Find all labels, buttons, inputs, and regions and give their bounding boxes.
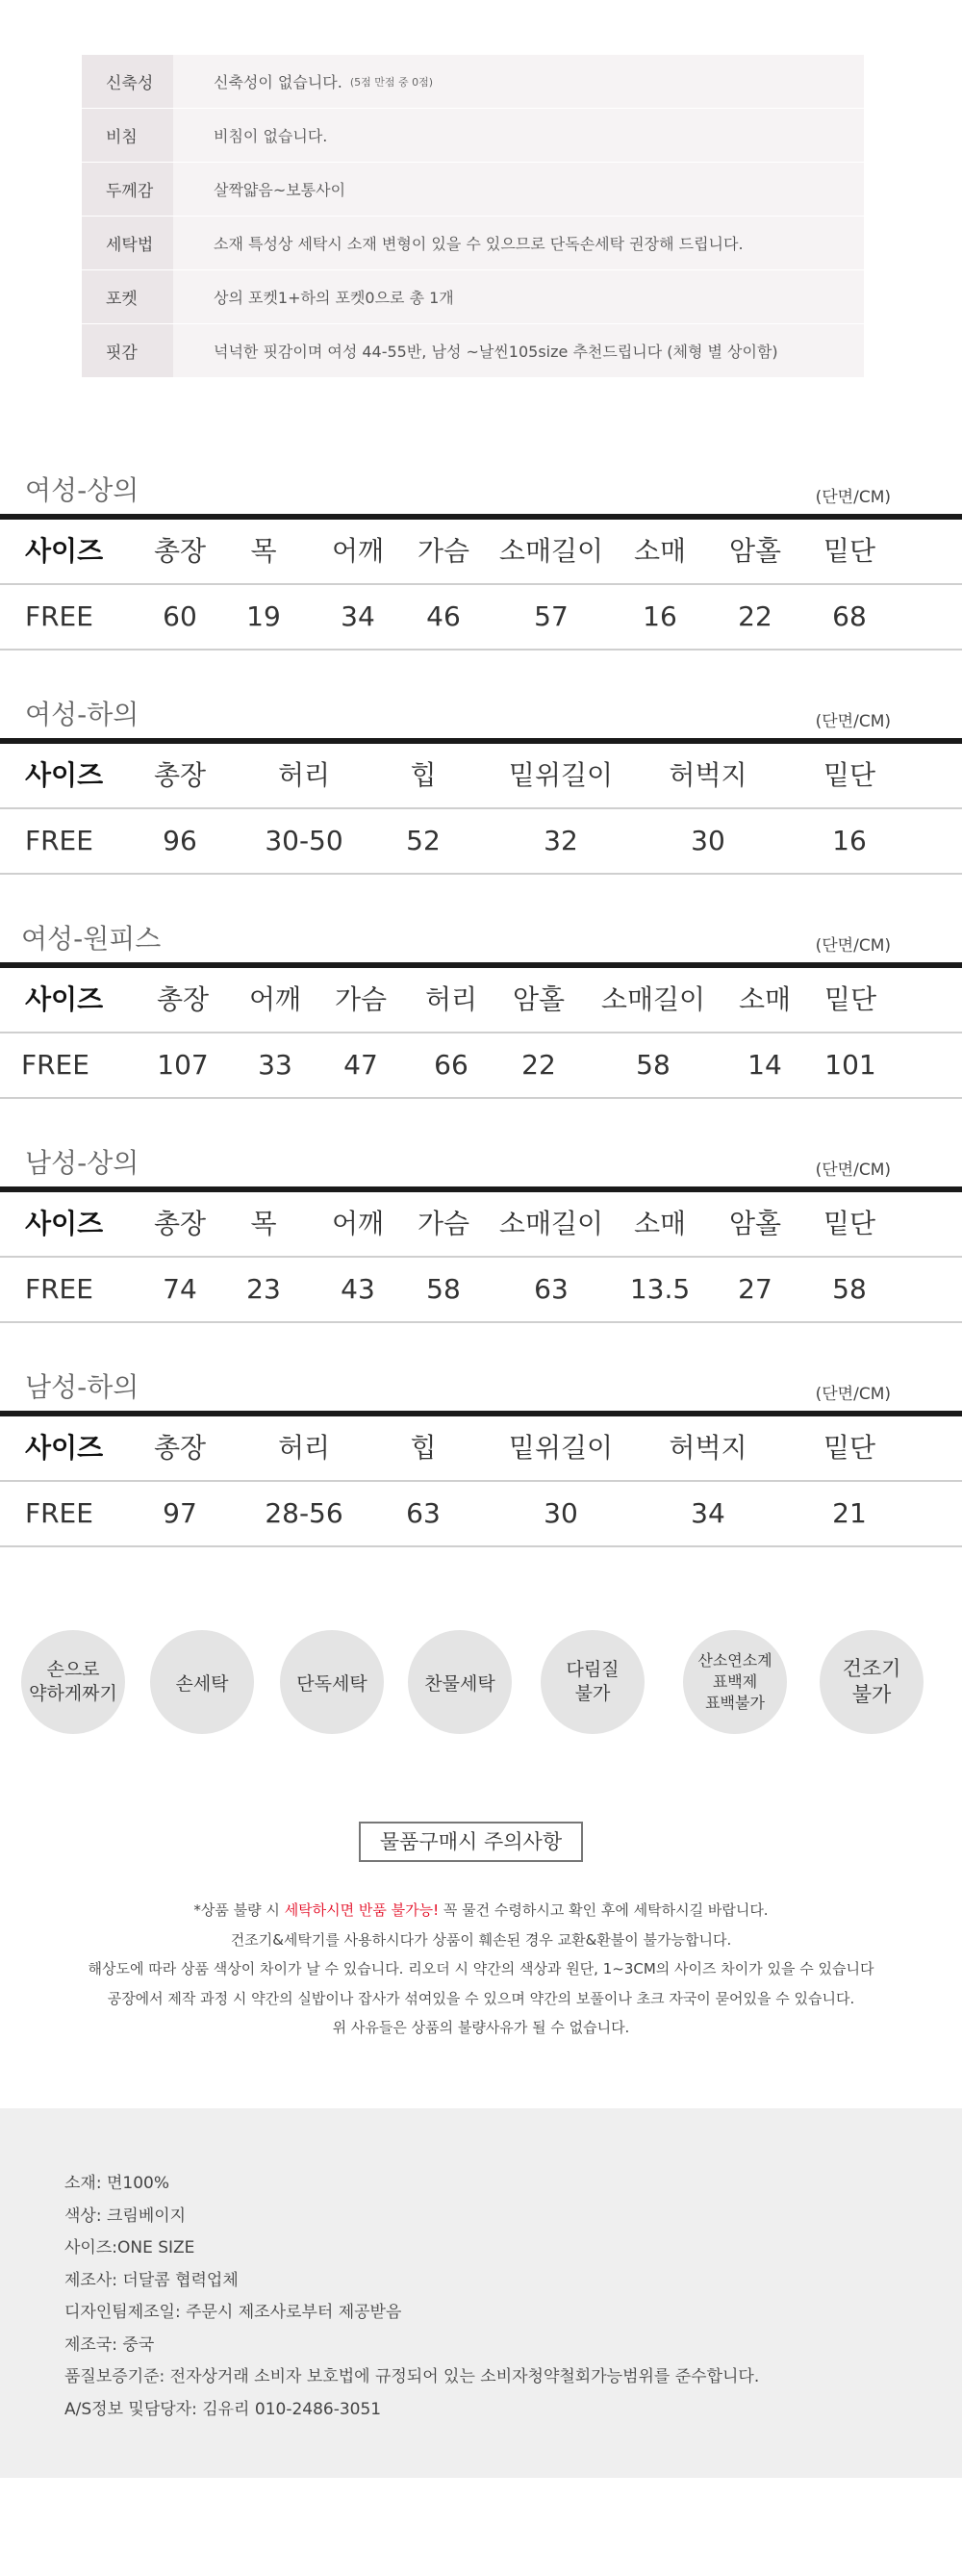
notice-line xyxy=(0,1900,962,1920)
header-cell: 사이즈 xyxy=(25,759,104,791)
cold-wash-icon xyxy=(408,1630,512,1734)
size-table-men-top xyxy=(0,1142,962,1335)
product-properties-table xyxy=(82,55,864,378)
header-cell: 소매길이 xyxy=(600,983,706,1015)
unit-label: (단면/CM) xyxy=(815,488,891,507)
info-line: 제조국: 중국 xyxy=(64,2335,155,2355)
value-cell: 58 xyxy=(636,1049,671,1081)
row-divider xyxy=(0,1321,962,1323)
section-title: 남성-상의 xyxy=(25,1147,139,1179)
property-key: 두께감 xyxy=(82,163,173,216)
property-value: 비침이 없습니다. xyxy=(214,127,328,145)
info-line: 품질보증기준: 전자상거래 소비자 보호법에 규정되어 있는 소비자청약철회가능범위를 준수합니다. xyxy=(64,2367,760,2386)
value-cell: 21 xyxy=(832,1497,867,1529)
value-cell: 23 xyxy=(246,1273,281,1305)
value-cell: 101 xyxy=(824,1049,876,1081)
info-line: 소재: 면100% xyxy=(64,2174,169,2193)
value-cell: 28-56 xyxy=(265,1497,343,1529)
value-cell: 57 xyxy=(534,600,569,632)
property-row xyxy=(82,55,864,108)
value-cell: 30-50 xyxy=(265,825,343,856)
property-key: 포켓 xyxy=(82,270,173,323)
size-table-women-dress xyxy=(0,918,962,1110)
value-cell: 46 xyxy=(426,600,461,632)
header-cell: 암홀 xyxy=(512,983,566,1015)
value-cell: 96 xyxy=(163,825,197,856)
size-table-men-bottom xyxy=(0,1366,962,1559)
header-cell: 암홀 xyxy=(728,1208,782,1239)
row-divider xyxy=(0,649,962,650)
info-line: 디자인팀제조일: 주문시 제조사로부터 제공받음 xyxy=(64,2303,402,2322)
no-tumble-dry-icon xyxy=(820,1630,924,1734)
notice-title: 물품구매시 주의사항 xyxy=(359,1822,583,1862)
value-cell: 16 xyxy=(832,825,867,856)
care-label: 불가 xyxy=(574,1683,611,1704)
value-cell: 58 xyxy=(426,1273,461,1305)
header-row xyxy=(0,1192,962,1256)
header-cell: 허리 xyxy=(424,983,478,1015)
property-row xyxy=(82,324,864,377)
header-cell: 소매 xyxy=(738,983,792,1015)
care-label: 손으로 xyxy=(46,1659,100,1680)
header-cell: 밑단 xyxy=(823,759,876,791)
property-value: 상의 포켓1+하의 포켓0으로 총 1개 xyxy=(214,289,454,307)
unit-label: (단면/CM) xyxy=(815,712,891,731)
info-line: 색상: 크림베이지 xyxy=(64,2206,187,2226)
value-cell: 63 xyxy=(406,1497,441,1529)
hand-wring-gently-icon xyxy=(21,1630,125,1734)
care-label: 손세탁 xyxy=(175,1672,229,1695)
value-cell: FREE xyxy=(25,1497,93,1529)
header-cell: 허벅지 xyxy=(669,759,747,791)
unit-label: (단면/CM) xyxy=(815,1160,891,1180)
property-value xyxy=(173,55,864,108)
row-divider xyxy=(0,1097,962,1099)
row-divider xyxy=(0,1545,962,1547)
size-table-women-top xyxy=(0,470,962,662)
header-cell: 어깨 xyxy=(331,535,385,567)
header-cell: 허벅지 xyxy=(669,1432,747,1464)
value-row xyxy=(0,1033,962,1097)
header-cell: 사이즈 xyxy=(25,535,104,567)
header-cell: 밑단 xyxy=(823,535,876,567)
care-label: 불가 xyxy=(851,1683,892,1706)
header-cell: 총장 xyxy=(153,759,207,791)
value-cell: 47 xyxy=(343,1049,378,1081)
info-line: A/S정보 및담당자: 김유리 010-2486-3051 xyxy=(64,2400,382,2419)
header-cell: 힙 xyxy=(410,759,437,791)
value-cell: 16 xyxy=(643,600,677,632)
care-label: 건조기 xyxy=(842,1657,901,1680)
header-cell: 총장 xyxy=(153,535,207,567)
header-cell: 허리 xyxy=(277,759,331,791)
value-cell: 107 xyxy=(157,1049,209,1081)
property-key: 비침 xyxy=(82,109,173,162)
header-row xyxy=(0,520,962,583)
property-key: 핏감 xyxy=(82,324,173,377)
header-cell: 밑단 xyxy=(823,1432,876,1464)
section-title: 남성-하의 xyxy=(25,1371,139,1403)
care-label: 표백불가 xyxy=(705,1694,765,1712)
property-row xyxy=(82,270,864,323)
notice-warning: 세탁하시면 반품 불가능! xyxy=(284,1901,440,1919)
header-cell: 밑단 xyxy=(823,983,877,1015)
header-cell: 밑위길이 xyxy=(508,1432,614,1464)
notice-line: 공장에서 제작 과정 시 약간의 실밥이나 잡사가 섞여있을 수 있으며 약간의 보풀이나 초크 자국이 묻어있을 수 있습니다. xyxy=(107,1990,855,2007)
value-cell: 22 xyxy=(521,1049,556,1081)
value-cell: 30 xyxy=(691,825,725,856)
header-cell: 소매길이 xyxy=(498,1208,604,1239)
header-cell: 가슴 xyxy=(417,1208,470,1239)
header-row xyxy=(0,744,962,807)
value-row xyxy=(0,1482,962,1545)
value-cell: 22 xyxy=(738,600,772,632)
notice-text: *상품 불량 시 xyxy=(193,1901,285,1919)
product-info-panel xyxy=(0,2108,962,2478)
notice-line: 건조기&세탁기를 사용하시다가 상품이 훼손된 경우 교환&환불이 불가능합니다. xyxy=(230,1931,732,1949)
header-cell: 사이즈 xyxy=(25,1432,104,1464)
header-cell: 사이즈 xyxy=(25,1208,104,1239)
value-cell: FREE xyxy=(25,825,93,856)
care-label: 다림질 xyxy=(566,1659,620,1680)
info-line: 사이즈:ONE SIZE xyxy=(64,2238,195,2257)
row-divider xyxy=(0,873,962,875)
info-line: 제조사: 더달콤 협력업체 xyxy=(64,2271,239,2290)
header-cell: 목 xyxy=(250,1208,277,1239)
header-cell: 소매길이 xyxy=(498,535,604,567)
no-bleach-icon xyxy=(683,1630,787,1734)
value-cell: 33 xyxy=(258,1049,292,1081)
header-cell: 밑위길이 xyxy=(508,759,614,791)
property-row xyxy=(82,109,864,162)
no-ironing-icon xyxy=(541,1630,645,1734)
value-cell: 60 xyxy=(163,600,197,632)
value-cell: 97 xyxy=(163,1497,197,1529)
value-row xyxy=(0,1258,962,1321)
header-cell: 목 xyxy=(250,535,277,567)
value-cell: 13.5 xyxy=(629,1273,691,1305)
property-value: 살짝얇음~보통사이 xyxy=(214,181,346,199)
header-cell: 밑단 xyxy=(823,1208,876,1239)
value-cell: 30 xyxy=(544,1497,578,1529)
section-title: 여성-원피스 xyxy=(21,923,162,955)
unit-label: (단면/CM) xyxy=(815,936,891,956)
wash-separately-icon xyxy=(280,1630,384,1734)
care-label: 약하게짜기 xyxy=(29,1683,117,1704)
property-value: 넉넉한 핏감이며 여성 44-55반, 남성 ~날씬105size 추천드립니다 (체형 별 상이함) xyxy=(214,343,778,361)
header-cell: 총장 xyxy=(156,983,210,1015)
value-cell: FREE xyxy=(25,1273,93,1305)
value-cell: 68 xyxy=(832,600,867,632)
section-title: 여성-하의 xyxy=(25,699,139,730)
value-cell: 74 xyxy=(163,1273,197,1305)
care-label: 산소연소계 xyxy=(697,1651,772,1670)
header-cell: 가슴 xyxy=(417,535,470,567)
property-value: 소재 특성상 세탁시 소재 변형이 있을 수 있으므로 단독손세탁 권장해 드립니다. xyxy=(214,235,744,253)
section-title: 여성-상의 xyxy=(25,474,139,506)
value-cell: 34 xyxy=(691,1497,725,1529)
property-row xyxy=(82,217,864,269)
header-cell: 총장 xyxy=(153,1208,207,1239)
care-label: 단독세탁 xyxy=(296,1672,367,1695)
value-cell: 58 xyxy=(832,1273,867,1305)
value-cell: 63 xyxy=(534,1273,569,1305)
header-cell: 가슴 xyxy=(334,983,388,1015)
property-row xyxy=(82,163,864,216)
care-label: 찬물세탁 xyxy=(424,1672,495,1695)
header-cell: 총장 xyxy=(153,1432,207,1464)
value-cell: FREE xyxy=(25,600,93,632)
value-cell: 14 xyxy=(747,1049,782,1081)
notice-line: 위 사유들은 상품의 불량사유가 될 수 없습니다. xyxy=(332,2019,630,2036)
property-note: (5점 만점 중 0점) xyxy=(349,75,434,89)
notice-line: 해상도에 따라 상품 색상이 차이가 날 수 있습니다. 리오더 시 약간의 색상과 원단, 1~3CM의 사이즈 차이가 있을 수 있습니다 xyxy=(88,1960,874,1977)
property-key: 세탁법 xyxy=(82,217,173,269)
header-row xyxy=(0,1416,962,1480)
unit-label: (단면/CM) xyxy=(815,1385,891,1404)
value-row xyxy=(0,809,962,873)
value-cell: 52 xyxy=(406,825,441,856)
hand-wash-icon xyxy=(150,1630,254,1734)
header-cell: 사이즈 xyxy=(25,983,104,1015)
value-cell: 19 xyxy=(246,600,281,632)
value-cell: 27 xyxy=(738,1273,772,1305)
value-cell: 34 xyxy=(341,600,375,632)
value-cell: 66 xyxy=(434,1049,468,1081)
value-cell: 32 xyxy=(544,825,578,856)
header-cell: 소매 xyxy=(633,535,687,567)
header-cell: 어깨 xyxy=(248,983,302,1015)
header-cell: 어깨 xyxy=(331,1208,385,1239)
value-row xyxy=(0,585,962,649)
header-cell: 소매 xyxy=(633,1208,687,1239)
header-cell: 암홀 xyxy=(728,535,782,567)
size-table-women-bottom xyxy=(0,694,962,886)
value-cell: 43 xyxy=(341,1273,375,1305)
notice-text: 꼭 물건 수령하시고 확인 후에 세탁하시길 바랍니다. xyxy=(439,1901,769,1919)
property-value-text: 신축성이 없습니다. xyxy=(214,73,342,91)
care-instructions xyxy=(0,1630,962,1736)
property-key: 신축성 xyxy=(82,55,173,108)
value-cell: FREE xyxy=(21,1049,89,1081)
care-label: 표백제 xyxy=(712,1672,758,1691)
header-row xyxy=(0,968,962,1032)
header-cell: 허리 xyxy=(277,1432,331,1464)
header-cell: 힙 xyxy=(410,1432,437,1464)
